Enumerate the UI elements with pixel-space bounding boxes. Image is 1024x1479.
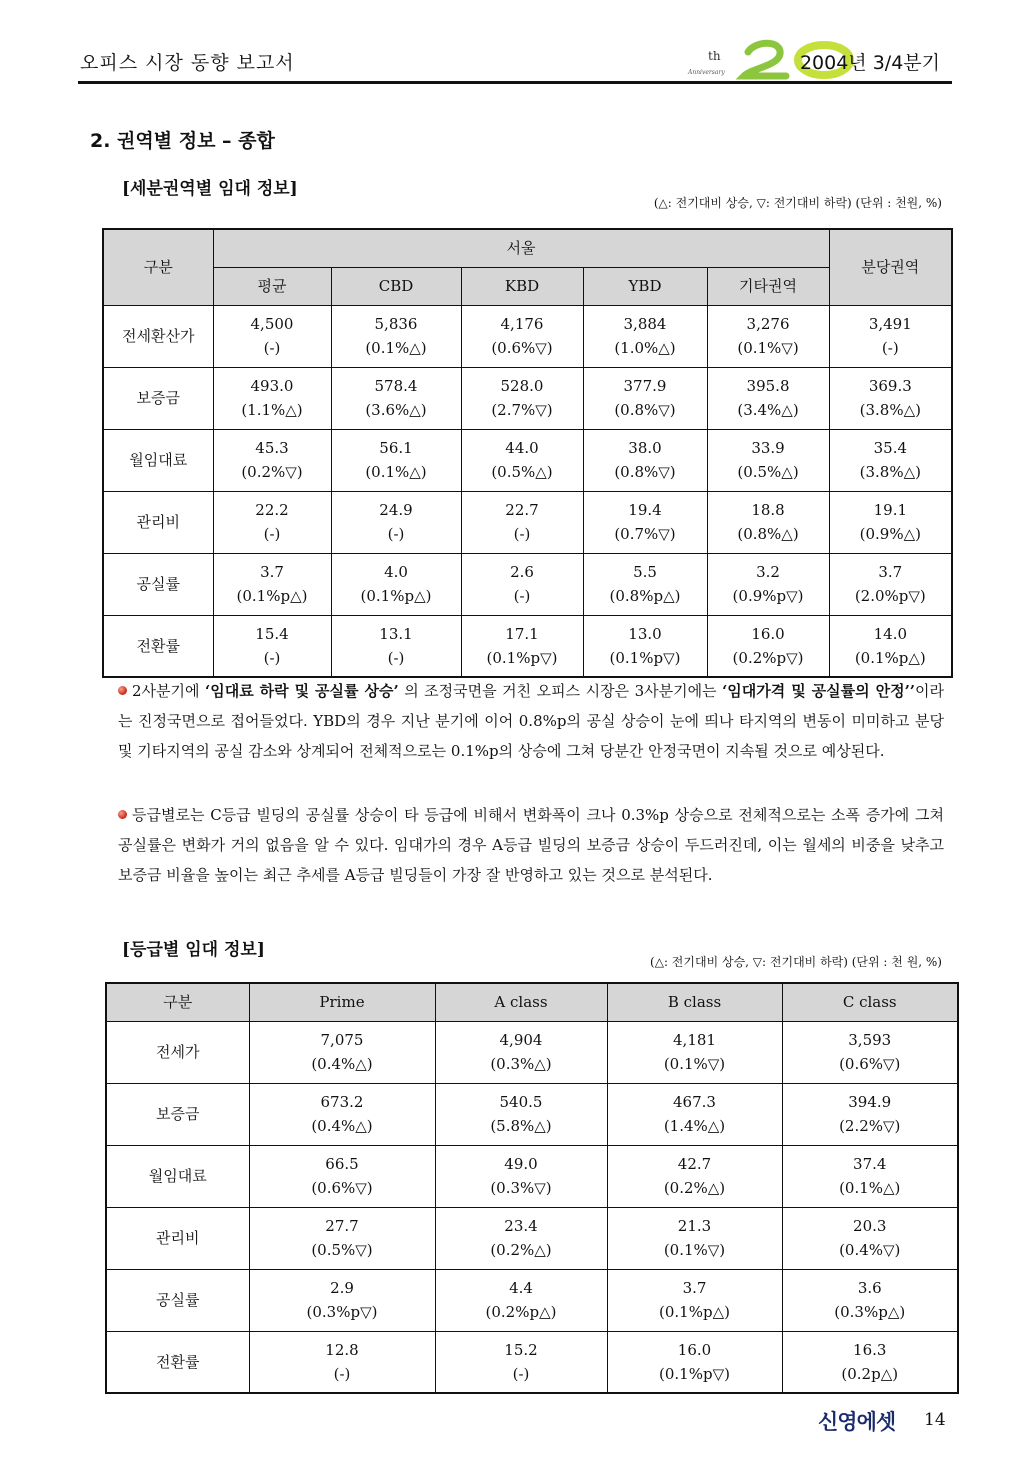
cell-value: 673.2 [320, 1093, 364, 1111]
cell-value: 19.4 [628, 501, 662, 519]
cell-change: (3.4%△) [737, 401, 799, 419]
table-cell [707, 429, 829, 491]
table2-title: [등급별 임대 정보] [122, 940, 265, 960]
column-header: Prime [249, 983, 435, 1021]
table-row [106, 1021, 958, 1083]
table-cell [782, 1331, 958, 1393]
para1-text-3: 이라는 진정국면으로 접어들었다. YBD의 경우 지난 분기에 이어 0.8%p의 공실 상승이 눈에 띄나 타지역의 변동이 미미하고 분당 및 기타지역의 공실 감소와 상계되어 전체적으로는 0.1%p의 상승에 그쳐 당분간 안정국면이 지속될 것으로 예상된다. [118, 682, 944, 760]
para2-text: 등급별로는 C등급 빌딩의 공실률 상승이 타 등급에 비해서 변화폭이 크나 0.3%p 상승으로 전체적으로는 소폭 증가에 그쳐 공실률은 변화가 거의 없음을 알 수 있다. 임대가의 경우 A등급 빌딩의 보증금 상승이 두드러진데, 이는 월세의 비중을 낮추고 보증금 비율을 높이는 최근 추세를 A등급 빌딩들이 가장 잘 반영하고 있는 것으로 분석된다. [118, 806, 944, 884]
cell-change: (0.8%▽) [614, 463, 676, 481]
cell-value: 377.9 [623, 377, 667, 395]
cell-value: 5.5 [633, 563, 657, 581]
page-header [78, 38, 952, 84]
cell-value: 4,500 [250, 315, 294, 333]
table-row [103, 367, 952, 429]
cell-change: (0.6%▽) [491, 339, 553, 357]
paragraph-grade [118, 800, 944, 890]
cell-change: (0.8%▽) [614, 401, 676, 419]
table-row [106, 1331, 958, 1393]
table-cell [435, 1207, 607, 1269]
cell-value: 394.9 [848, 1093, 892, 1111]
table-cell [583, 615, 707, 677]
row-label: 공실률 [106, 1269, 249, 1331]
bullet-icon [118, 810, 127, 819]
table-cell [782, 1021, 958, 1083]
cell-change: (0.3%p▽) [306, 1303, 378, 1321]
row-label: 공실률 [103, 553, 213, 615]
cell-change: (0.9%△) [859, 525, 921, 543]
row-label: 전세환산가 [103, 305, 213, 367]
cell-change: (-) [881, 339, 899, 357]
table-cell [331, 305, 461, 367]
cell-value: 4.4 [509, 1279, 533, 1297]
table-cell [213, 553, 331, 615]
paragraph-summary [118, 676, 944, 766]
row-label: 월임대료 [106, 1145, 249, 1207]
table-cell [213, 491, 331, 553]
logo-th-text: th [708, 49, 721, 63]
para1-bold-1: ‘임대료 하락 및 공실률 상승’ [205, 682, 399, 700]
row-label: 보증금 [106, 1083, 249, 1145]
table-cell [435, 1145, 607, 1207]
cell-value: 38.0 [628, 439, 662, 457]
table-cell [607, 1331, 782, 1393]
cell-change: (2.2%▽) [839, 1117, 901, 1135]
cell-value: 37.4 [853, 1155, 887, 1173]
table-row [106, 1083, 958, 1145]
cell-change: (0.1%▽) [663, 1055, 726, 1073]
cell-value: 66.5 [325, 1155, 359, 1173]
table-cell [829, 305, 952, 367]
report-period: 2004년 3/4분기 [799, 52, 940, 74]
cell-value: 16.0 [751, 624, 785, 643]
table-cell [435, 1269, 607, 1331]
table-row [103, 429, 952, 491]
table-cell [331, 367, 461, 429]
cell-value: 3,593 [848, 1031, 892, 1049]
cell-change: (0.5%△) [737, 463, 799, 481]
cell-change: (0.3%▽) [490, 1179, 552, 1197]
table-cell [461, 491, 583, 553]
column-header: A class [435, 983, 607, 1021]
cell-value: 528.0 [500, 377, 544, 395]
cell-value: 7,075 [320, 1031, 364, 1049]
header-bundang: 분당권역 [829, 229, 952, 305]
cell-change: (0.3%△) [490, 1055, 552, 1073]
cell-value: 369.3 [868, 377, 912, 395]
table-cell [583, 367, 707, 429]
cell-change: (-) [263, 525, 281, 543]
cell-value: 42.7 [677, 1155, 712, 1173]
table-cell [249, 1145, 435, 1207]
para1-text-1: 2사분기에 [132, 682, 206, 700]
table-cell [461, 615, 583, 677]
cell-value: 395.8 [746, 377, 790, 395]
cell-value: 16.0 [677, 1340, 712, 1359]
cell-change: (1.4%△) [663, 1117, 726, 1135]
cell-change: (-) [263, 339, 281, 357]
table-cell [213, 615, 331, 677]
cell-change: (2.7%▽) [491, 401, 553, 419]
cell-change: (0.5%▽) [311, 1241, 373, 1259]
table-cell [607, 1021, 782, 1083]
cell-value: 45.3 [255, 439, 289, 457]
cell-value: 3.7 [260, 563, 284, 581]
cell-value: 14.0 [873, 624, 908, 643]
cell-value: 22.2 [255, 501, 289, 519]
table-cell [331, 429, 461, 491]
cell-value: 493.0 [250, 377, 294, 395]
table-cell [249, 1269, 435, 1331]
cell-change: (0.1%p▽) [659, 1364, 730, 1383]
cell-change: (0.2%△) [663, 1179, 726, 1197]
cell-change: (3.8%△) [859, 401, 921, 419]
table-cell [607, 1207, 782, 1269]
cell-value: 15.2 [504, 1340, 538, 1359]
row-label: 전세가 [106, 1021, 249, 1083]
cell-value: 3,884 [623, 315, 667, 333]
cell-value: 578.4 [374, 377, 418, 395]
table-row [106, 1207, 958, 1269]
table-cell [331, 491, 461, 553]
column-header: 기타권역 [707, 267, 829, 305]
table-cell [435, 1021, 607, 1083]
cell-change: (0.9%p▽) [732, 587, 804, 605]
cell-change: (0.1%▽) [663, 1241, 726, 1259]
cell-value: 467.3 [673, 1093, 716, 1111]
row-label: 보증금 [103, 367, 213, 429]
cell-change: (0.6%▽) [839, 1055, 901, 1073]
cell-value: 20.3 [853, 1217, 887, 1235]
cell-change: (0.4%△) [311, 1117, 373, 1135]
table-cell [461, 305, 583, 367]
table-cell [331, 615, 461, 677]
cell-value: 2.6 [510, 563, 534, 581]
logo-anniversary-text: Anniversary [688, 69, 725, 76]
cell-value: 4.0 [384, 563, 408, 581]
para1-text-2: 의 조정국면을 거친 오피스 시장은 3사분기에는 [398, 682, 723, 700]
row-label: 관리비 [103, 491, 213, 553]
report-title: 오피스 시장 동향 보고서 [80, 52, 295, 74]
table-cell [583, 305, 707, 367]
table-cell [249, 1083, 435, 1145]
cell-change: (0.1%△) [365, 339, 427, 357]
cell-value: 3.6 [857, 1279, 882, 1297]
table-cell [435, 1331, 607, 1393]
cell-value: 4,904 [499, 1031, 543, 1049]
bullet-icon [118, 686, 127, 695]
row-label: 월임대료 [103, 429, 213, 491]
table-cell [782, 1145, 958, 1207]
cell-value: 13.0 [628, 624, 662, 643]
cell-change: (0.1%p▽) [486, 648, 558, 667]
cell-change: (2.0%p▽) [854, 587, 926, 605]
company-logo: 신영에셋 [818, 1410, 896, 1434]
cell-change: (0.1%△) [365, 463, 427, 481]
table-row [103, 491, 952, 553]
column-header: 평균 [213, 267, 331, 305]
cell-value: 27.7 [325, 1217, 359, 1235]
row-label: 전환률 [106, 1331, 249, 1393]
cell-value: 22.7 [505, 501, 539, 519]
cell-value: 2.9 [330, 1279, 354, 1297]
table-cell [829, 429, 952, 491]
cell-value: 540.5 [499, 1093, 543, 1111]
table-cell [249, 1331, 435, 1393]
table-cell [707, 491, 829, 553]
cell-change: (-) [263, 648, 281, 667]
table-cell [782, 1207, 958, 1269]
cell-change: (0.1%p△) [854, 648, 926, 667]
para1-bold-2: ‘임대가격 및 공실률의 안정’’ [722, 682, 916, 700]
table-cell [607, 1083, 782, 1145]
cell-change: (-) [512, 1364, 530, 1383]
table-cell [607, 1145, 782, 1207]
cell-change: (0.8%△) [737, 525, 799, 543]
cell-value: 17.1 [505, 624, 539, 643]
cell-change: (0.4%▽) [839, 1241, 901, 1259]
cell-value: 5,836 [374, 315, 418, 333]
cell-change: (0.3%p△) [834, 1303, 906, 1321]
cell-change: (0.7%▽) [614, 525, 676, 543]
cell-change: (0.1%p△) [360, 587, 432, 605]
cell-value: 44.0 [505, 439, 539, 457]
table-cell [249, 1021, 435, 1083]
cell-change: (0.1%p▽) [609, 648, 681, 667]
cell-change: (-) [387, 525, 405, 543]
table-row [106, 1269, 958, 1331]
table-cell [249, 1207, 435, 1269]
row-label: 전환률 [103, 615, 213, 677]
row-label: 관리비 [106, 1207, 249, 1269]
cell-value: 33.9 [751, 439, 785, 457]
table-cell [461, 429, 583, 491]
cell-change: (0.2%p△) [485, 1303, 557, 1321]
page-number: 14 [924, 1410, 946, 1430]
cell-value: 21.3 [677, 1217, 712, 1235]
cell-value: 56.1 [379, 439, 413, 457]
table-cell [782, 1269, 958, 1331]
column-header: KBD [461, 267, 583, 305]
cell-change: (0.5%△) [491, 463, 553, 481]
cell-value: 3,491 [868, 315, 912, 333]
cell-value: 18.8 [751, 501, 785, 519]
table-cell [829, 553, 952, 615]
table-cell [782, 1083, 958, 1145]
column-header: YBD [583, 267, 707, 305]
cell-change: (0.1%▽) [737, 339, 799, 357]
table-cell [583, 429, 707, 491]
table2-unit-note: (△: 전기대비 상승, ▽: 전기대비 하락) (단위 : 천 원, %) [650, 955, 942, 969]
table-cell [829, 367, 952, 429]
table-row [106, 1145, 958, 1207]
header-corner: 구분 [103, 229, 213, 305]
table-cell [607, 1269, 782, 1331]
cell-change: (0.1%△) [839, 1179, 901, 1197]
table-cell [707, 615, 829, 677]
table-row [103, 553, 952, 615]
cell-value: 3.7 [878, 563, 903, 581]
cell-change: (0.4%△) [311, 1055, 373, 1073]
cell-change: (0.6%▽) [311, 1179, 373, 1197]
cell-change: (3.6%△) [365, 401, 427, 419]
table-cell [435, 1083, 607, 1145]
table-cell [461, 553, 583, 615]
cell-change: (0.8%p△) [609, 587, 681, 605]
cell-value: 15.4 [255, 624, 289, 643]
cell-change: (-) [513, 525, 531, 543]
cell-value: 35.4 [873, 439, 908, 457]
table-cell [213, 367, 331, 429]
cell-value: 4,176 [500, 315, 544, 333]
cell-value: 3.2 [756, 563, 780, 581]
cell-change: (0.2p△) [841, 1364, 899, 1383]
cell-value: 13.1 [379, 624, 413, 643]
cell-value: 23.4 [504, 1217, 538, 1235]
column-header: CBD [331, 267, 461, 305]
table-cell [829, 615, 952, 677]
cell-change: (3.8%△) [859, 463, 921, 481]
cell-value: 16.3 [853, 1340, 887, 1359]
table1-title: [세분권역별 임대 정보] [122, 179, 298, 199]
table-cell [829, 491, 952, 553]
cell-change: (0.2%▽) [241, 463, 303, 481]
table1-unit-note: (△: 전기대비 상승, ▽: 전기대비 하락) (단위 : 천원, %) [653, 196, 942, 210]
cell-change: (1.1%△) [241, 401, 303, 419]
cell-change: (0.1%p△) [659, 1303, 730, 1321]
table-row [103, 305, 952, 367]
cell-change: (0.1%p△) [236, 587, 308, 605]
table-cell [213, 305, 331, 367]
table-cell [707, 553, 829, 615]
cell-value: 4,181 [673, 1031, 716, 1049]
table-cell [213, 429, 331, 491]
cell-value: 19.1 [873, 501, 908, 519]
regional-rent-table [102, 228, 953, 678]
column-header: B class [607, 983, 782, 1021]
cell-value: 49.0 [504, 1155, 538, 1173]
header-corner: 구분 [106, 983, 249, 1021]
cell-change: (-) [333, 1364, 351, 1383]
cell-change: (-) [387, 648, 405, 667]
table-row [103, 615, 952, 677]
cell-value: 3,276 [746, 315, 790, 333]
table-cell [583, 491, 707, 553]
grade-rent-table [105, 982, 959, 1394]
cell-change: (1.0%△) [614, 339, 676, 357]
cell-change: (0.2%p▽) [732, 648, 804, 667]
table-cell [583, 553, 707, 615]
cell-value: 3.7 [682, 1279, 707, 1297]
table-cell [707, 305, 829, 367]
cell-change: (-) [513, 587, 531, 605]
cell-change: (0.2%△) [490, 1241, 552, 1259]
table-cell [707, 367, 829, 429]
column-header: C class [782, 983, 958, 1021]
header-seoul: 서울 [213, 229, 829, 267]
table-cell [461, 367, 583, 429]
cell-change: (5.8%△) [490, 1117, 552, 1135]
section-title: 2. 권역별 정보 – 종합 [90, 130, 275, 152]
table-cell [331, 553, 461, 615]
cell-value: 12.8 [325, 1340, 359, 1359]
cell-value: 24.9 [379, 501, 413, 519]
